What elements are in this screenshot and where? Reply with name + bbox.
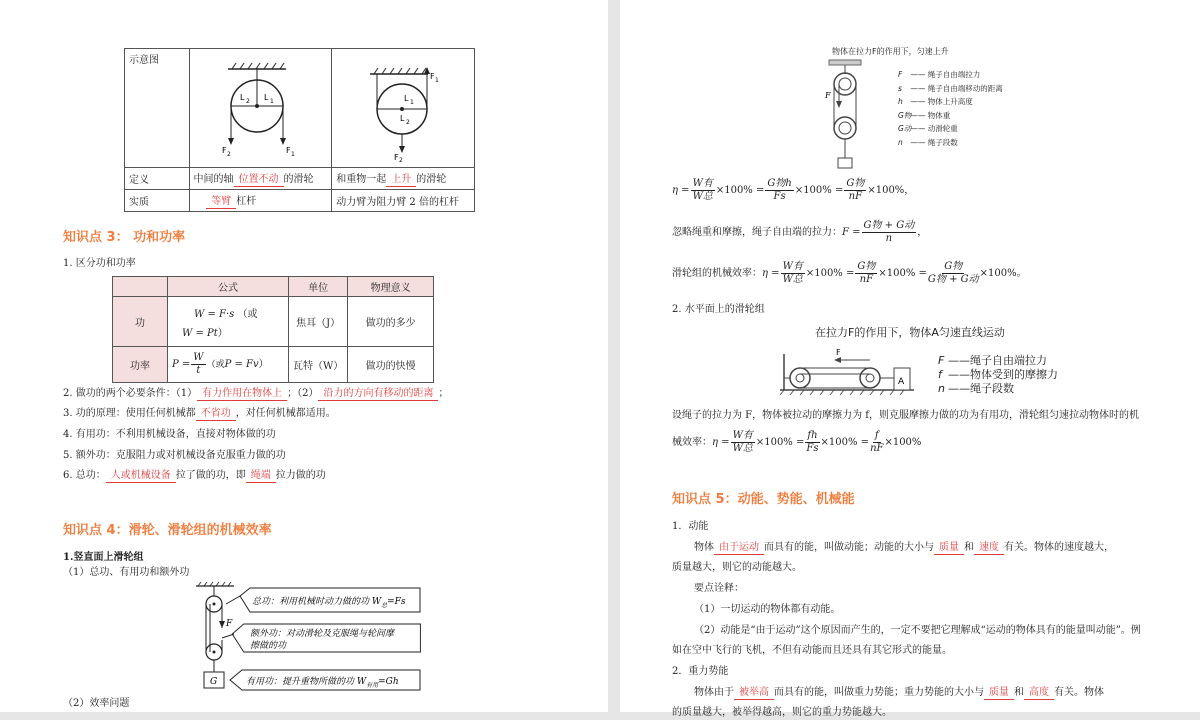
legend-row: G物 —— 物体重: [898, 110, 951, 120]
header-meaning: 物理意义: [348, 277, 434, 297]
item2: 2. 做功的两个必要条件：（1） 有力作用在物体上 ；（2） 沿力的方向有移动的距离 ；: [63, 388, 449, 399]
row-label-nature: 实质: [125, 190, 190, 212]
header-unit: 单位: [289, 277, 348, 297]
svg-text:1: 1: [410, 99, 415, 106]
section4-sub-vertical-2: （2）效率问题: [63, 698, 130, 709]
svg-text:1: 1: [435, 77, 440, 84]
horizontal-caption: 在拉力F的作用下，物体A匀速直线运动: [815, 326, 1005, 339]
work-power-table: [112, 276, 434, 383]
row-label-definition: 定义: [125, 168, 190, 190]
fig-top-legend: [898, 68, 1003, 149]
power-formula: P = $\frac{W}{t}$ （或P = Fv）: [168, 347, 289, 383]
blank-movable-def: 上升: [386, 174, 416, 187]
fig-useful-text: 有用功：提升重物所做的功 $W_{有用}=Gh$: [246, 677, 399, 689]
svg-text:F: F: [430, 72, 435, 81]
fig-extra-text-2: 擦做的功: [250, 641, 287, 651]
right-page: [620, 0, 1200, 718]
fixed-pulley-diagram: [190, 49, 324, 164]
row-work-label: 功: [113, 297, 168, 347]
fig-top-caption: 物体在拉力F的作用下，匀速上升: [832, 47, 949, 56]
note-title: 要点诠释：: [694, 583, 744, 594]
fixed-pulley-nature: 等臂 杠杆: [189, 190, 332, 212]
weight-G-label: G: [210, 677, 218, 687]
section5-sub2: 2．重力势能: [672, 666, 729, 677]
fixed-pulley-figure: [189, 49, 332, 168]
legend-row: n ——绳子段数: [938, 382, 1014, 395]
horizontal-para: 设绳子的拉力为 F，物体被拉动的摩擦力为 f，则克服摩擦力做的功为有用功，滑轮组匀速拉动物体时的机: [672, 410, 1139, 421]
efficiency-formula-1: η = $\frac{\text{W有}}{\text{W总}}$ ×100% = $\frac{\text{G物h}}{Fs}$ ×100% = $\frac{\text{G物}}{nF}$ ×100%，: [672, 178, 915, 202]
svg-text:2: 2: [406, 119, 411, 126]
blank-fixed-nature: 等臂: [206, 196, 236, 209]
svg-text:F: F: [226, 619, 233, 629]
section5-title: 知识点 5：动能、势能、机械能: [672, 492, 855, 507]
svg-text:L: L: [400, 114, 405, 123]
horizontal-pulley-figure: [780, 344, 914, 396]
pull-force-formula: 忽略绳重和摩擦，绳子自由端的拉力： F = $\frac{\text{G物 + G动}}{n}$ ，: [672, 220, 928, 244]
horizontal-sub: 2. 水平面上的滑轮组: [672, 304, 765, 315]
kinetic-para-2: 质量越大，则它的动能越大。: [672, 562, 802, 573]
svg-text:2: 2: [245, 98, 250, 105]
fig-extra-text: 额外功：对动滑轮及克服绳与轮间摩: [250, 629, 395, 639]
svg-text:L: L: [404, 94, 409, 103]
kinetic-para: 物体 由于运动 而具有的能，叫做动能；动能的大小与 质量 和 速度 有关。物体的速度越大，: [694, 542, 1114, 553]
power-meaning: 做功的快慢: [348, 347, 434, 383]
svg-text:2: 2: [226, 151, 231, 158]
item5: 5. 额外功：克服阻力或对机械设备克服重力做的功: [63, 450, 286, 461]
fig-total-text: 总功：利用机械时动力做的功 $W_总=Fs$: [252, 597, 406, 609]
row-power-label: 功率: [113, 347, 168, 383]
svg-text:L: L: [263, 93, 268, 102]
legend-row: f ——物体受到的摩擦力: [938, 368, 1058, 381]
section4-sub-vertical: 1.竖直面上滑轮组: [63, 552, 144, 563]
potential-para: 物体由于 被举高 而具有的能，叫做重力势能；重力势能的大小与 质量 和 高度 有关。物体: [694, 687, 1104, 698]
svg-text:1: 1: [269, 98, 274, 105]
object-A-label: A: [898, 377, 905, 387]
section4-sub-vertical-1: （1）总功、有用功和额外功: [63, 567, 190, 578]
movable-pulley-nature: 动力臂为阻力臂 2 倍的杠杆: [332, 190, 475, 212]
movable-pulley-figure: [332, 49, 475, 168]
power-unit: 瓦特（W）: [289, 347, 348, 383]
pulley-table: [124, 48, 475, 212]
work-meaning: 做功的多少: [348, 297, 434, 347]
fixed-label-l2: L: [239, 93, 244, 102]
item4: 4. 有用功：不利用机械设备，直接对物体做的功: [63, 429, 276, 440]
work-unit: 焦耳（J）: [289, 297, 348, 347]
item3: 3. 功的原理：使用任何机械都 不省功 ，对任何机械都适用。: [63, 408, 336, 419]
svg-text:F: F: [836, 348, 841, 357]
pulley-group-figure: [825, 58, 865, 172]
fixed-pulley-definition: 中间的轴 位置不动 的滑轮: [189, 168, 332, 190]
legend-row: s —— 绳子自由端移动的距离: [898, 83, 1003, 93]
svg-text:F: F: [394, 153, 399, 162]
note-2b: 如在空中飞行的飞机，不但有动能而且还具有其它形式的能量。: [672, 645, 952, 656]
horizontal-legend: [938, 354, 1058, 396]
section3-sub1: 1. 区分功和功率: [63, 258, 136, 269]
movable-pulley-definition: 和重物一起 上升 的滑轮: [332, 168, 475, 190]
blank-fixed-def: 位置不动: [234, 174, 284, 187]
svg-text:2: 2: [399, 157, 404, 164]
row-label-diagram: 示意图: [125, 49, 190, 168]
svg-text:1: 1: [290, 151, 295, 158]
legend-row: F —— 绳子自由端拉力: [898, 70, 981, 79]
horizontal-efficiency-formula: 械效率： η = $\frac{\text{W有}}{\text{W总}}$ ×100% = $\frac{fh}{Fs}$ ×100% = $\frac{f}{nF}$ ×100%: [672, 430, 922, 454]
note-2: （2）动能是“由于运动”这个原因而产生的，一定不要把它理解成“运动的物体具有的能量叫动能”。例: [694, 625, 1141, 636]
header-formula: 公式: [168, 277, 289, 297]
potential-para-2: 的质量越大，被举得越高，则它的重力势能越大。: [672, 707, 892, 718]
note-1: （1）一切运动的物体都有动能。: [694, 604, 841, 615]
svg-text:F: F: [285, 146, 291, 155]
legend-row: h —— 物体上升高度: [898, 97, 973, 106]
legend-row: F ——绳子自由端拉力: [938, 354, 1047, 367]
section4-title: 知识点 4：滑轮、滑轮组的机械效率: [63, 523, 272, 538]
section5-sub1: 1．动能: [672, 521, 709, 532]
svg-text:F: F: [221, 146, 227, 155]
legend-row: n —— 绳子段数: [898, 137, 958, 147]
work-formula: W = F·s （或 W = Pt）: [168, 297, 289, 347]
pulley-work-diagram: [190, 580, 426, 696]
legend-row: G动 —— 动滑轮重: [898, 124, 958, 133]
item6: 6. 总功： 人或机械设备 拉了做的功，即 绳端 拉力做的功: [63, 470, 326, 481]
svg-text:F: F: [825, 91, 831, 100]
efficiency-formula-2: 滑轮组的机械效率： η = $\frac{\text{W有}}{\text{W总}}$ ×100% = $\frac{\text{G物}}{nF}$ ×100% = $\frac{\text{G物}}{\text{G物 + G动}}$ ×100%。: [672, 261, 1027, 285]
movable-pulley-diagram: [332, 49, 466, 164]
section3-title: 知识点 3： 功和功率: [63, 230, 186, 245]
